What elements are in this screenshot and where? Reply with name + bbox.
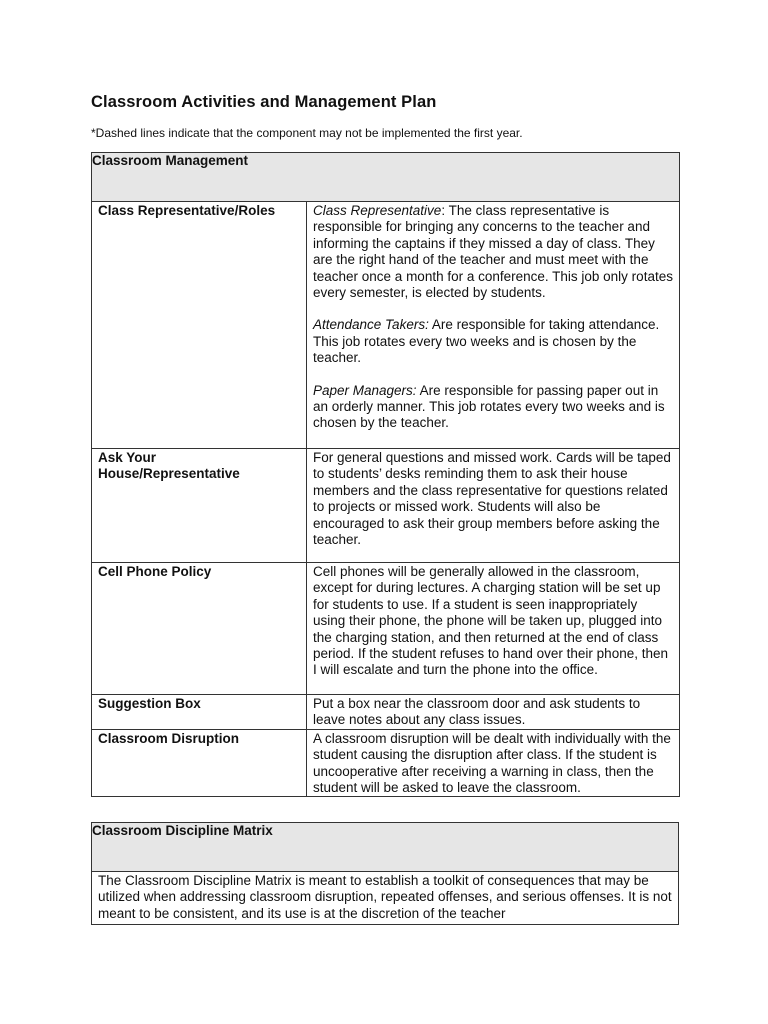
table-row xyxy=(92,729,680,797)
role-paragraph xyxy=(313,203,673,301)
table-row xyxy=(92,695,680,730)
document-note: *Dashed lines indicate that the component may not be implemented the first year. xyxy=(91,126,523,140)
table-header-row xyxy=(92,823,679,872)
role-name: Paper Managers: xyxy=(313,382,417,398)
row-label: Classroom Disruption xyxy=(92,729,307,797)
role-text: The class representative is responsible for bringing any concerns to the teacher and informing the captains if they missed a day of class. They are the right hand of the teacher and must meet with the teacher once a month for a conference. This job only rotates every semester, is elected by students. xyxy=(313,203,673,301)
row-label: Class Representative/Roles xyxy=(92,202,307,449)
role-text: Are responsible for taking attendance. This job rotates every two weeks and is chosen by the teacher. xyxy=(313,317,660,366)
role-separator: : xyxy=(441,203,446,218)
role-paragraph xyxy=(313,317,673,366)
table-row xyxy=(92,449,680,563)
document-title: Classroom Activities and Management Plan xyxy=(91,93,437,111)
discipline-matrix-table xyxy=(91,822,679,925)
table-row xyxy=(92,202,680,449)
role-paragraph xyxy=(313,383,673,432)
row-label: Cell Phone Policy xyxy=(92,563,307,695)
row-description: Put a box near the classroom door and ask students to leave notes about any class issues. xyxy=(307,695,680,730)
table-header-row xyxy=(92,153,680,202)
row-description xyxy=(307,202,680,449)
row-label: Ask Your House/Representative xyxy=(92,449,307,563)
table-row xyxy=(92,872,679,925)
classroom-management-table xyxy=(91,152,680,797)
role-text: Are responsible for passing paper out in an orderly manner. This job rotates every two weeks and is chosen by the teacher. xyxy=(313,382,665,431)
table-row xyxy=(92,563,680,695)
row-description: Cell phones will be generally allowed in the classroom, except for during lectures. A charging station will be set up for students to use. If a student is seen inappropriately using their phone, the phone will be taken up, plugged into the charging station, and then returned at the end of class period. If the student refuses to hand over their phone, then I will escalate and turn the phone into the office. xyxy=(307,563,680,695)
role-name: Class Representative xyxy=(313,203,442,218)
discipline-matrix-header: Classroom Discipline Matrix xyxy=(92,823,679,872)
role-name: Attendance Takers: xyxy=(313,317,429,333)
row-description: For general questions and missed work. Cards will be taped to students’ desks reminding them to ask their house members and the class representative for questions related to projects or missed work. Students will also be encouraged to ask their group members before asking the teacher. xyxy=(307,449,680,563)
discipline-matrix-description: The Classroom Discipline Matrix is meant to establish a toolkit of consequences that may be utilized when addressing classroom disruption, repeated offenses, and serious offenses. It is not meant to be consistent, and its use is at the discretion of the teacher xyxy=(92,872,679,925)
row-label: Suggestion Box xyxy=(92,695,307,730)
row-description: A classroom disruption will be dealt with individually with the student causing the disruption after class. If the student is uncooperative after receiving a warning in class, then the student will be asked to leave the classroom. xyxy=(307,729,680,797)
classroom-management-header: Classroom Management xyxy=(92,153,680,202)
